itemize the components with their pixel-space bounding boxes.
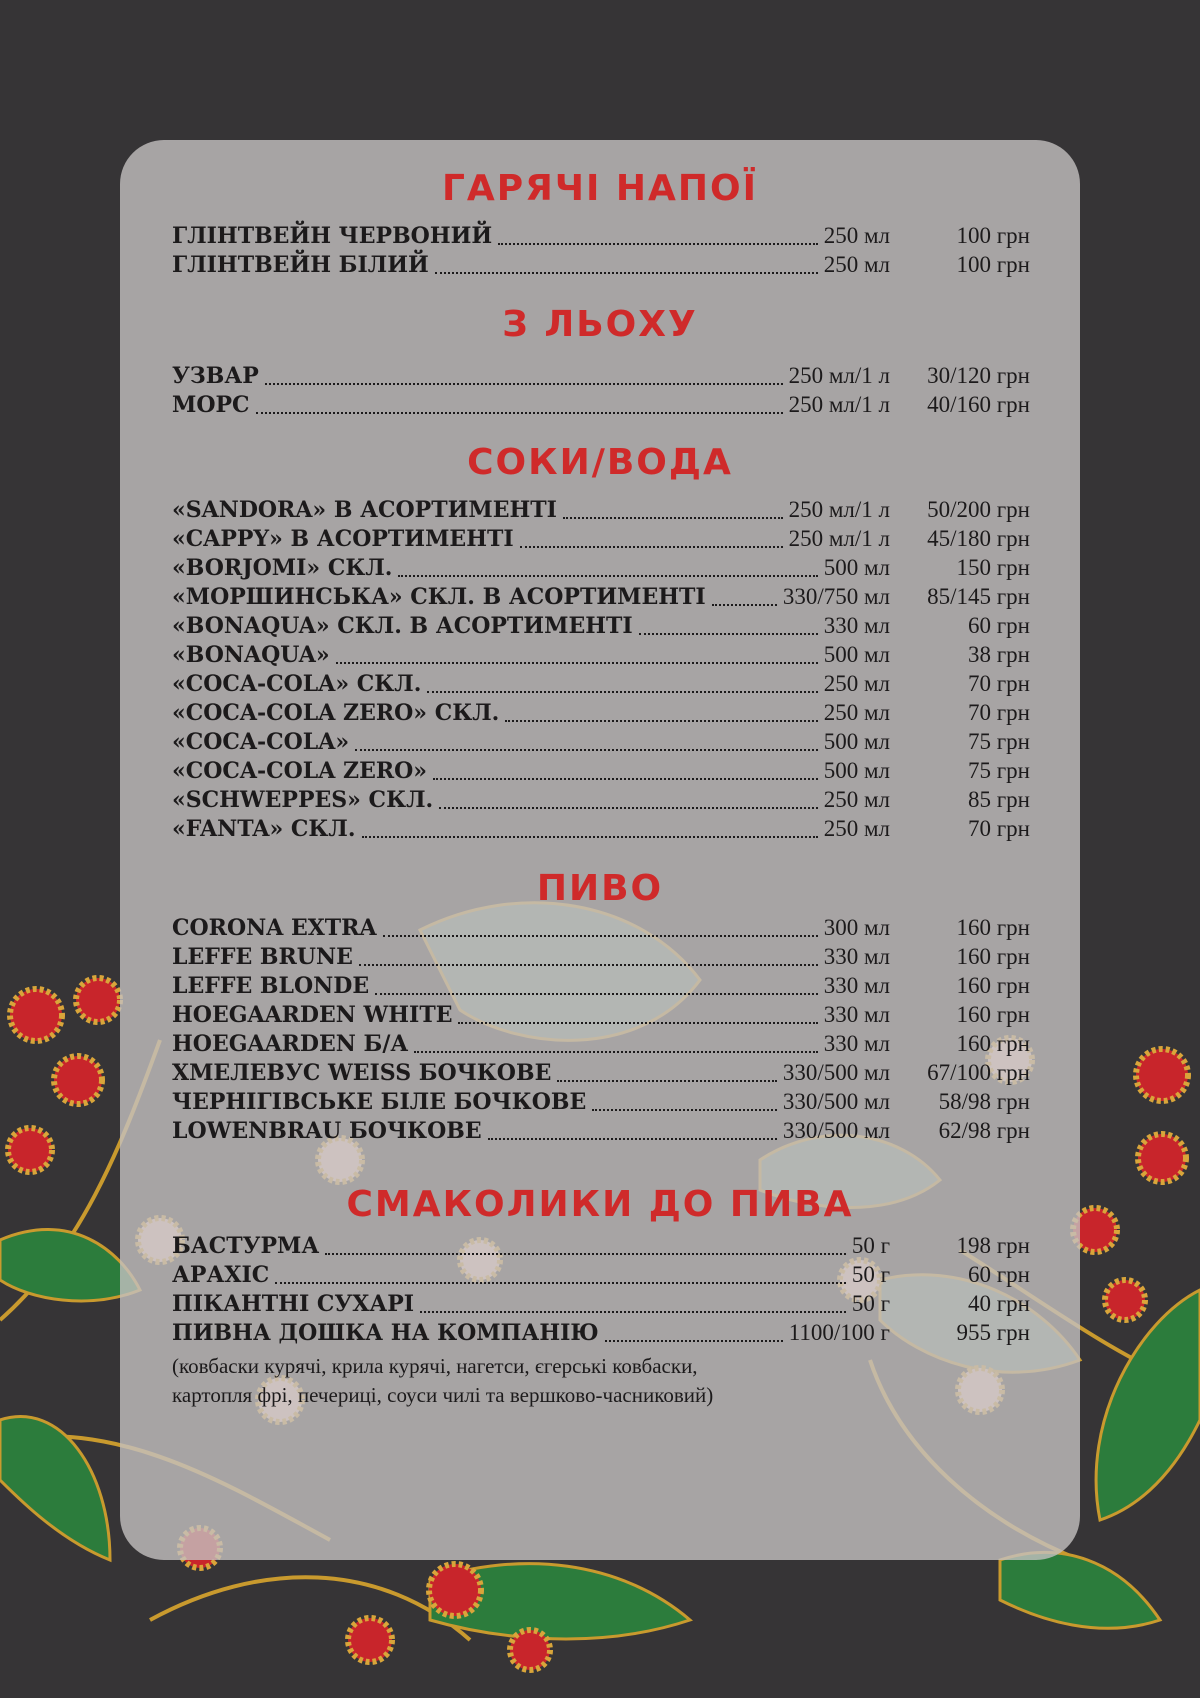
item-volume: 250 мл [823,671,890,696]
item-price: 38 грн [968,642,1030,667]
item-volume: 300 мл [823,915,890,940]
item-price: 85 грн [968,787,1030,812]
item-name: HOEGAARDEN Б/А [172,1031,409,1057]
item-volume: 500 мл [823,555,890,580]
menu-item [172,972,1030,1001]
dot-leader [325,1253,846,1255]
dot-leader [355,749,818,751]
menu-item [172,699,1030,728]
menu-item [172,496,1030,525]
dot-leader [520,546,783,548]
menu-item [172,943,1030,972]
item-note: (ковбаски курячі, крила курячі, нагетси, єгерські ковбаски, [172,1354,698,1378]
item-name: АРАХІС [172,1262,270,1288]
dot-leader [605,1340,783,1342]
item-name: «COCA-COLA ZERO» [172,758,428,784]
item-name: «BONAQUA» СКЛ. В АСОРТИМЕНТІ [172,613,633,639]
dot-leader [433,778,818,780]
menu-item [172,786,1030,815]
item-volume: 250 мл/1 л [788,526,890,551]
item-price: 70 грн [968,700,1030,725]
dot-leader [336,662,818,664]
item-price: 70 грн [968,816,1030,841]
item-name: LOWENBRAU БОЧКОВЕ [172,1118,482,1144]
menu-item [172,1319,1030,1348]
dot-leader [275,1282,846,1284]
item-note: картопля фрі, печериці, соуси чилі та вершково-часниковий) [172,1383,714,1407]
item-name: CORONA EXTRA [172,915,377,941]
item-volume: 500 мл [823,729,890,754]
item-name: «FANTA» СКЛ. [172,816,356,842]
section-title: ГАРЯЧІ НАПОЇ [441,168,759,209]
item-price: 100 грн [956,223,1030,248]
item-price: 160 грн [956,944,1030,969]
item-name: «МОРШИНСЬКА» СКЛ. В АСОРТИМЕНТІ [172,584,706,610]
item-name: ПИВНА ДОШКА НА КОМПАНІЮ [172,1320,599,1346]
item-price: 150 грн [956,555,1030,580]
menu-item [172,1030,1030,1059]
item-volume: 250 мл [823,787,890,812]
menu-panel [120,140,1080,1560]
item-volume: 330 мл [823,613,890,638]
item-volume: 1100/100 г [788,1320,890,1345]
section-title: СМАКОЛИКИ ДО ПИВА [346,1184,854,1225]
dot-leader [563,517,783,519]
item-price: 62/98 грн [938,1118,1030,1143]
dot-leader [557,1080,776,1082]
dot-leader [712,604,777,606]
item-price: 45/180 грн [927,526,1030,551]
menu-item [172,1059,1030,1088]
dot-leader [383,935,818,937]
item-name: ПІКАНТНІ СУХАРІ [172,1291,415,1317]
dot-leader [505,720,817,722]
item-price: 75 грн [968,729,1030,754]
dot-leader [488,1138,777,1140]
item-name: «BONAQUA» [172,642,330,668]
dot-leader [265,383,783,385]
dot-leader [439,807,818,809]
dot-leader [359,964,818,966]
item-volume: 250 мл/1 л [788,363,890,388]
item-volume: 250 мл [823,223,890,248]
item-name: БАСТУРМА [172,1233,320,1259]
item-price: 50/200 грн [927,497,1030,522]
dot-leader [498,243,818,245]
item-name: LEFFE BRUNE [172,944,353,970]
item-name: «CAPPY» В АСОРТИМЕНТІ [172,526,514,552]
item-name: ГЛІНТВЕЙН БІЛИЙ [172,252,429,278]
menu-item [172,391,1030,420]
item-volume: 330 мл [823,973,890,998]
item-name: «SCHWEPPES» СКЛ. [172,787,434,813]
item-volume: 250 мл [823,700,890,725]
item-name: УЗВАР [172,363,259,389]
menu-item [172,525,1030,554]
item-volume: 250 мл/1 л [788,392,890,417]
item-volume: 50 г [851,1262,890,1287]
menu-item [172,362,1030,391]
menu-item [172,641,1030,670]
dot-leader [256,412,783,414]
menu-item [172,251,1030,280]
menu-item [172,757,1030,786]
item-price: 70 грн [968,671,1030,696]
item-name: «BORJOMI» СКЛ. [172,555,393,581]
item-price: 100 грн [956,252,1030,277]
item-price: 60 грн [968,613,1030,638]
dot-leader [375,993,818,995]
item-price: 160 грн [956,915,1030,940]
dot-leader [427,691,817,693]
item-volume: 330 мл [823,944,890,969]
menu-item [172,670,1030,699]
item-name: «SANDORA» В АСОРТИМЕНТІ [172,497,557,523]
section-title: З ЛЬОХУ [502,304,698,345]
dot-leader [639,633,818,635]
menu-item [172,1261,1030,1290]
menu-item [172,1290,1030,1319]
item-name: МОРС [172,392,250,418]
dot-leader [420,1311,846,1313]
item-name: ЧЕРНІГІВСЬКЕ БІЛЕ БОЧКОВЕ [172,1089,587,1115]
menu-item [172,1117,1030,1146]
item-price: 75 грн [968,758,1030,783]
item-volume: 500 мл [823,758,890,783]
dot-leader [435,272,818,274]
item-name: LEFFE BLONDE [172,973,370,999]
menu-item [172,612,1030,641]
item-volume: 330 мл [823,1002,890,1027]
item-price: 85/145 грн [927,584,1030,609]
item-name: HOEGAARDEN WHITE [172,1002,453,1028]
menu-item [172,222,1030,251]
item-volume: 250 мл [823,252,890,277]
menu-item [172,728,1030,757]
item-volume: 250 мл [823,816,890,841]
menu-item [172,1232,1030,1261]
item-volume: 500 мл [823,642,890,667]
dot-leader [414,1051,817,1053]
item-price: 160 грн [956,973,1030,998]
item-price: 67/100 грн [927,1060,1030,1085]
item-name: ГЛІНТВЕЙН ЧЕРВОНИЙ [172,223,493,249]
item-volume: 250 мл/1 л [788,497,890,522]
item-name: ХМЕЛЕВУС WEISS БОЧКОВЕ [172,1060,552,1086]
item-name: «COCA-COLA» [172,729,350,755]
dot-leader [398,575,817,577]
item-name: «COCA-COLA» СКЛ. [172,671,422,697]
menu-item [172,1088,1030,1117]
item-volume: 330/500 мл [782,1060,890,1085]
item-price: 160 грн [956,1031,1030,1056]
menu-item [172,554,1030,583]
item-price: 955 грн [956,1320,1030,1345]
item-volume: 330/500 мл [782,1118,890,1143]
menu-item [172,583,1030,612]
item-volume: 50 г [851,1233,890,1258]
item-price: 160 грн [956,1002,1030,1027]
dot-leader [458,1022,817,1024]
item-price: 30/120 грн [927,363,1030,388]
menu-item [172,1001,1030,1030]
menu-item [172,815,1030,844]
item-name: «COCA-COLA ZERO» СКЛ. [172,700,500,726]
item-price: 40/160 грн [927,392,1030,417]
item-volume: 330/750 мл [782,584,890,609]
section-title: ПИВО [536,868,664,909]
item-price: 40 грн [968,1291,1030,1316]
item-price: 198 грн [956,1233,1030,1258]
item-volume: 330 мл [823,1031,890,1056]
item-price: 58/98 грн [938,1089,1030,1114]
section-title: СОКИ/ВОДА [467,442,733,483]
item-volume: 330/500 мл [782,1089,890,1114]
menu-item [172,914,1030,943]
item-price: 60 грн [968,1262,1030,1287]
dot-leader [592,1109,777,1111]
dot-leader [362,836,818,838]
item-volume: 50 г [851,1291,890,1316]
